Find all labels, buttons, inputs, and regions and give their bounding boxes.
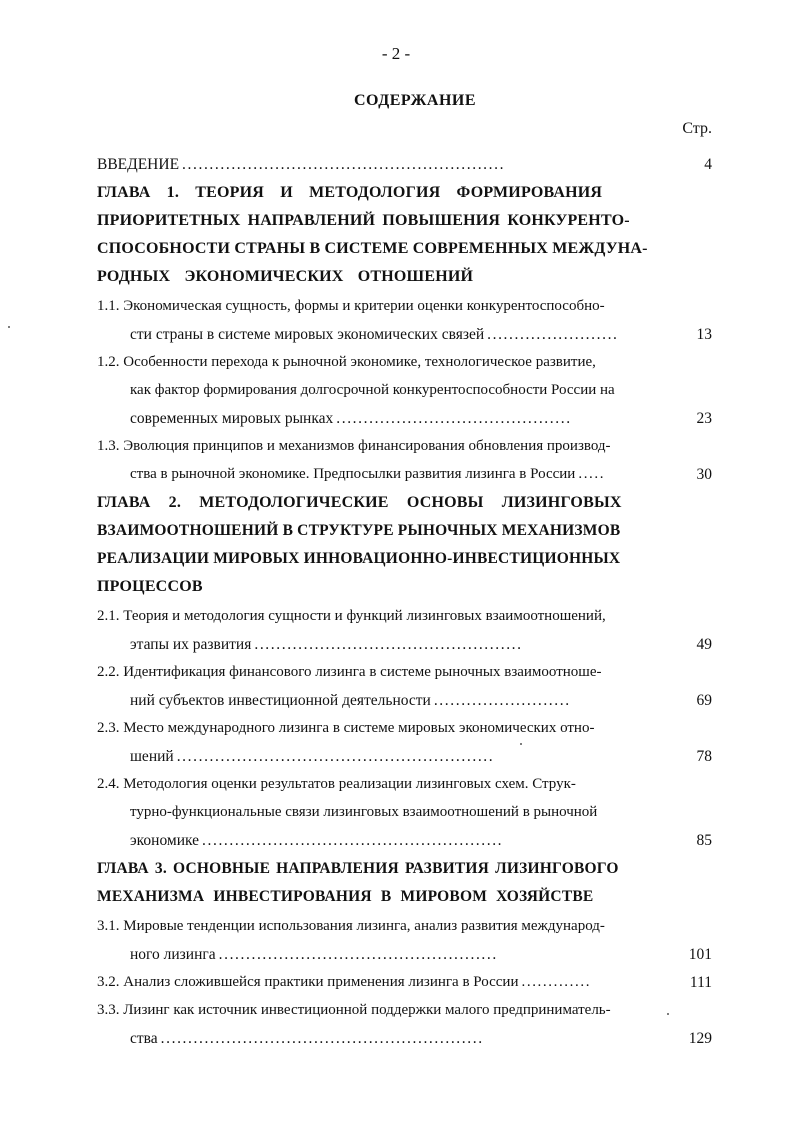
toc-entry-text: этапы их развития bbox=[130, 636, 252, 653]
toc-entry-1-3[interactable] bbox=[0, 438, 792, 464]
toc-chapter-text: МЕХАНИЗМА ИНВЕСТИРОВАНИЯ В МИРОВОМ ХОЗЯЙСТВЕ bbox=[97, 888, 594, 905]
toc-chapter-text: ПРИОРИТЕТНЫХ НАПРАВЛЕНИЙ ПОВЫШЕНИЯ КОНКУРЕНТО- bbox=[97, 212, 630, 229]
toc-entry-text: турно-функциональные связи лизинговых взаимоотношений в рыночной bbox=[130, 804, 598, 820]
toc-entry-text: 2.1. Теория и методология сущности и функций лизинговых взаимоотношений, bbox=[97, 608, 606, 624]
toc-entry-page: 111 bbox=[689, 974, 712, 991]
toc-entry-text: 2.2. Идентификация финансового лизинга в системе рыночных взаимоотноше- bbox=[97, 664, 602, 680]
toc-entry-text: 1.2. Особенности перехода к рыночной экономике, технологическое развитие, bbox=[97, 354, 596, 370]
toc-entry-1-1[interactable]: сти страны в системе мировых экономических связей ........................ 13 bbox=[130, 326, 712, 343]
chapter-1-heading-line[interactable] bbox=[0, 212, 792, 238]
toc-entry-text: 2.4. Методология оценки результатов реализации лизинговых схем. Струк- bbox=[97, 776, 576, 792]
toc-entry-2-2[interactable]: ний субъектов инвестиционной деятельности ......................... 69 bbox=[130, 692, 712, 709]
toc-entry-text: современных мировых рынках bbox=[130, 410, 334, 427]
chapter-2-heading-line[interactable] bbox=[0, 578, 792, 604]
toc-chapter-text: РОДНЫХ ЭКОНОМИЧЕСКИХ ОТНОШЕНИЙ bbox=[97, 268, 474, 285]
chapter-1-heading-line[interactable] bbox=[0, 184, 792, 210]
toc-entry-text: ВВЕДЕНИЕ bbox=[97, 156, 180, 173]
chapter-2-heading-line[interactable] bbox=[0, 494, 792, 520]
toc-entry-3-3[interactable] bbox=[0, 1002, 792, 1028]
toc-entry-2-4[interactable]: экономике ....................................................... 85 bbox=[130, 832, 712, 849]
toc-chapter-text: ГЛАВА 2. МЕТОДОЛОГИЧЕСКИЕ ОСНОВЫ ЛИЗИНГОВЫХ bbox=[97, 494, 622, 511]
toc-entry-text: 3.3. Лизинг как источник инвестиционной поддержки малого предприниматель- bbox=[97, 1002, 611, 1018]
toc-entry-page: 78 bbox=[696, 748, 712, 765]
toc-entry-page: 49 bbox=[696, 636, 712, 653]
toc-entry-text: ства bbox=[130, 1030, 158, 1047]
toc-entry-2-1[interactable] bbox=[0, 608, 792, 634]
chapter-2-heading-line[interactable] bbox=[0, 550, 792, 576]
toc-entry-1-2[interactable] bbox=[0, 382, 792, 408]
toc-entry-page: 30 bbox=[696, 466, 712, 483]
chapter-1-heading-line[interactable] bbox=[0, 268, 792, 294]
toc-chapter-text: СПОСОБНОСТИ СТРАНЫ В СИСТЕМЕ СОВРЕМЕННЫХ МЕЖДУНА- bbox=[97, 240, 648, 257]
toc-title: СОДЕРЖАНИЕ bbox=[353, 92, 477, 109]
toc-entry-2-3[interactable]: шений .......................................................... 78 bbox=[130, 748, 712, 765]
chapter-3-heading-line[interactable] bbox=[0, 860, 792, 886]
toc-chapter-text: ГЛАВА 3. ОСНОВНЫЕ НАПРАВЛЕНИЯ РАЗВИТИЯ ЛИЗИНГОВОГО bbox=[97, 860, 619, 877]
toc-entry-introduction[interactable]: ВВЕДЕНИЕ ........................................................... 4 bbox=[97, 156, 712, 173]
toc-entry-text: ства в рыночной экономике. Предпосылки развития лизинга в России bbox=[130, 466, 576, 482]
toc-entry-page: 23 bbox=[696, 410, 712, 427]
toc-entry-2-4[interactable] bbox=[0, 804, 792, 830]
toc-entry-3-1[interactable] bbox=[0, 918, 792, 944]
chapter-3-heading-line[interactable] bbox=[0, 888, 792, 914]
toc-entry-page: 4 bbox=[704, 156, 712, 173]
pages-column-label: Стр. bbox=[682, 120, 712, 137]
toc-entry-2-4[interactable] bbox=[0, 776, 792, 802]
scan-speck bbox=[8, 326, 10, 328]
toc-entry-1-2[interactable] bbox=[0, 354, 792, 380]
toc-entry-page: 85 bbox=[696, 832, 712, 849]
toc-entry-text: сти страны в системе мировых экономических связей bbox=[130, 326, 485, 343]
scan-speck bbox=[667, 1013, 669, 1015]
toc-chapter-text: ПРОЦЕССОВ bbox=[97, 578, 203, 595]
toc-entry-text: 3.1. Мировые тенденции использования лизинга, анализ развития международ- bbox=[97, 918, 605, 934]
toc-chapter-text: РЕАЛИЗАЦИИ МИРОВЫХ ИННОВАЦИОННО-ИНВЕСТИЦИОННЫХ bbox=[97, 550, 621, 567]
toc-chapter-text: ВЗАИМООТНОШЕНИЙ В СТРУКТУРЕ РЫНОЧНЫХ МЕХАНИЗМОВ bbox=[97, 522, 621, 539]
toc-entry-2-2[interactable] bbox=[0, 664, 792, 690]
page-number: - 2 - bbox=[381, 44, 411, 63]
toc-entry-3-1[interactable]: ного лизинга ................................................... 101 bbox=[130, 946, 712, 963]
toc-entry-page: 69 bbox=[696, 692, 712, 709]
toc-entry-2-1[interactable]: этапы их развития ................................................. 49 bbox=[130, 636, 712, 653]
toc-entry-text: 2.3. Место международного лизинга в системе мировых экономических отно- bbox=[97, 720, 595, 736]
toc-entry-text: 1.1. Экономическая сущность, формы и критерии оценки конкурентоспособно- bbox=[97, 298, 605, 314]
toc-entry-page: 129 bbox=[688, 1030, 712, 1047]
toc-entry-3-3[interactable]: ства ........................................................... 129 bbox=[130, 1030, 712, 1047]
chapter-1-heading-line[interactable] bbox=[0, 240, 792, 266]
toc-chapter-text: ГЛАВА 1. ТЕОРИЯ И МЕТОДОЛОГИЯ ФОРМИРОВАНИЯ bbox=[97, 184, 603, 201]
toc-entry-text: ний субъектов инвестиционной деятельности bbox=[130, 692, 431, 709]
chapter-2-heading-line[interactable] bbox=[0, 522, 792, 548]
toc-entry-text: 1.3. Эволюция принципов и механизмов финансирования обновления производ- bbox=[97, 438, 611, 454]
toc-entry-2-3[interactable] bbox=[0, 720, 792, 746]
toc-entry-text: как фактор формирования долгосрочной конкурентоспособности России на bbox=[130, 382, 615, 398]
scan-speck bbox=[520, 743, 522, 745]
toc-entry-1-2[interactable]: современных мировых рынках ........................................... 23 bbox=[130, 410, 712, 427]
toc-entry-page: 13 bbox=[696, 326, 712, 343]
toc-entry-1-1[interactable] bbox=[0, 298, 792, 324]
toc-entry-text: 3.2. Анализ сложившейся практики применения лизинга в России bbox=[97, 974, 519, 990]
toc-entry-text: экономике bbox=[130, 832, 200, 849]
toc-entry-text: шений bbox=[130, 748, 174, 765]
toc-entry-3-2[interactable]: 3.2. Анализ сложившейся практики применения лизинга в России ............. 111 bbox=[97, 974, 712, 991]
toc-entry-1-3[interactable]: ства в рыночной экономике. Предпосылки развития лизинга в России ..... 30 bbox=[130, 466, 712, 483]
toc-entry-page: 101 bbox=[688, 946, 712, 963]
toc-entry-text: ного лизинга bbox=[130, 946, 216, 963]
